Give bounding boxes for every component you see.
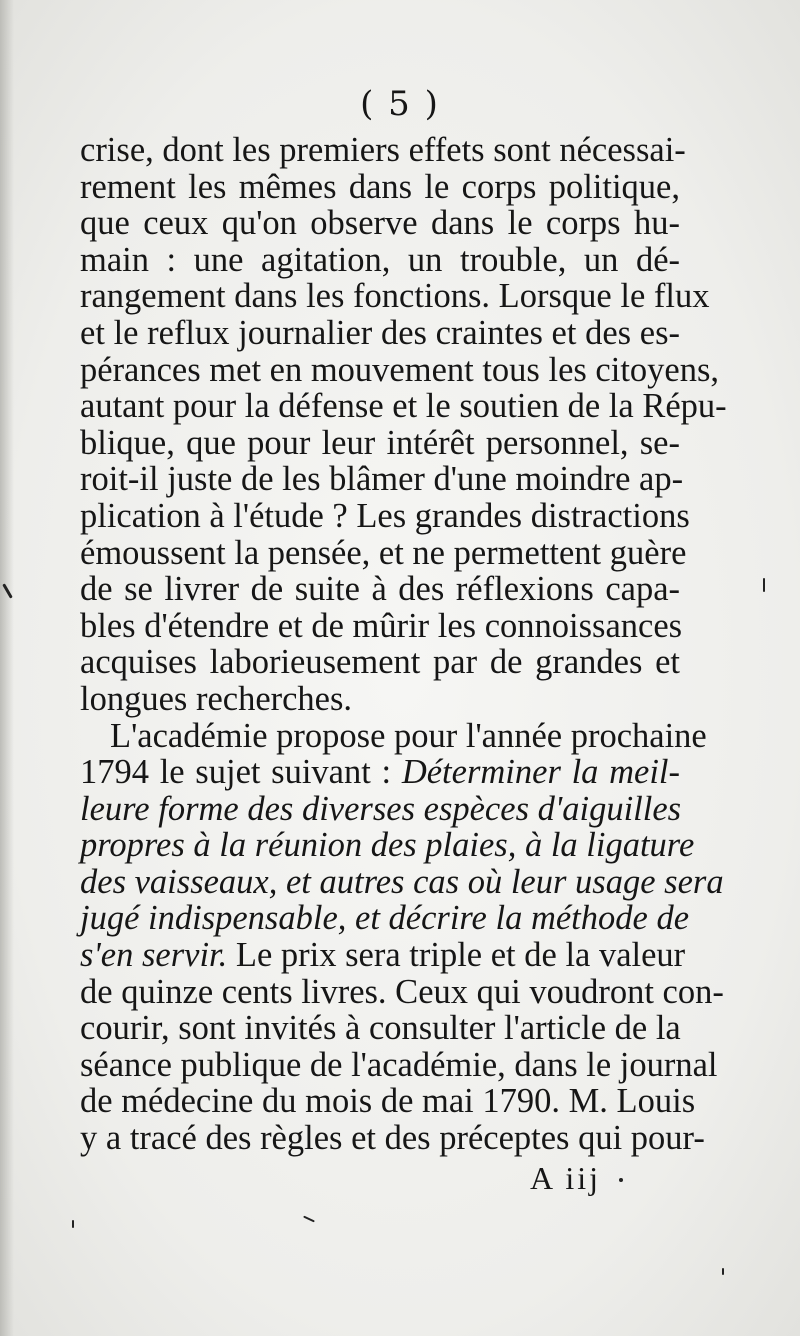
text-line: crise, dont les premiers effets sont nécessai- [80,131,686,169]
text-line: autant pour la défense et le soutien de la Répu- [80,387,727,426]
text-line: de se livrer de suite à des réflexions capa- [80,570,680,609]
text-line: émoussent la pensée, et ne permettent guère [80,533,687,572]
ink-speck [619,1178,623,1182]
text-line: L'académie propose pour l'année prochaine [110,716,707,755]
text-line: leure forme des diverses espèces d'aiguilles [80,789,682,828]
text-line: des vaisseaux, et autres cas où leur usage sera [80,862,724,901]
text-line: y a tracé des règles et des préceptes qui pour- [80,1119,705,1158]
ink-speck [72,1220,74,1228]
text-line: séance publique de l'académie, dans le journal [80,1045,718,1084]
text-line [80,754,680,791]
page-number: ( 5 ) [360,84,440,124]
text-line: plication à l'étude ? Les grandes distractions [80,496,690,535]
text-line: rement les mêmes dans le corps politique, [80,167,680,206]
text-segment: Le prix sera triple et de la valeur [227,936,686,975]
text-line: roit-il juste de les blâmer d'une moindre ap- [80,460,684,499]
text-line: acquises laborieusement par de grandes et [80,643,680,682]
page-edge-shadow [0,0,14,1336]
text-line: que ceux qu'on observe dans le corps hu- [80,204,680,243]
text-line: longues recherches. [80,679,353,718]
body-text [80,131,727,1158]
text-line: et le reflux journalier des craintes et des es- [80,313,680,352]
signature-mark: A iij [530,1160,602,1196]
text-segment: 1794 le sujet suivant : [80,753,402,792]
text-line: de quinze cents livres. Ceux qui voudront con- [80,972,724,1011]
ink-speck [763,578,765,592]
text-line: pérances met en mouvement tous les citoyens, [80,350,720,389]
ink-speck [303,1216,315,1223]
text-line: propres à la réunion des plaies, à la ligature [80,826,695,865]
italic-segment: Déterminer la meil- [401,753,680,792]
text-line: bles d'étendre et de mûrir les connoissances [80,606,683,645]
text-line: courir, sont invités à consulter l'article de la [80,1009,681,1048]
text-line [80,936,686,975]
text-line: rangement dans les fonctions. Lorsque le flux [80,277,710,316]
text-line: blique, que pour leur intérêt personnel, se- [80,423,680,462]
text-line: de médecine du mois de mai 1790. M. Louis [80,1082,696,1121]
italic-segment: s'en servir. [80,936,228,975]
text-line: jugé indispensable, et décrire la méthode de [80,899,690,938]
ink-speck [722,1268,724,1275]
text-line: main : une agitation, un trouble, un dé- [80,240,680,279]
